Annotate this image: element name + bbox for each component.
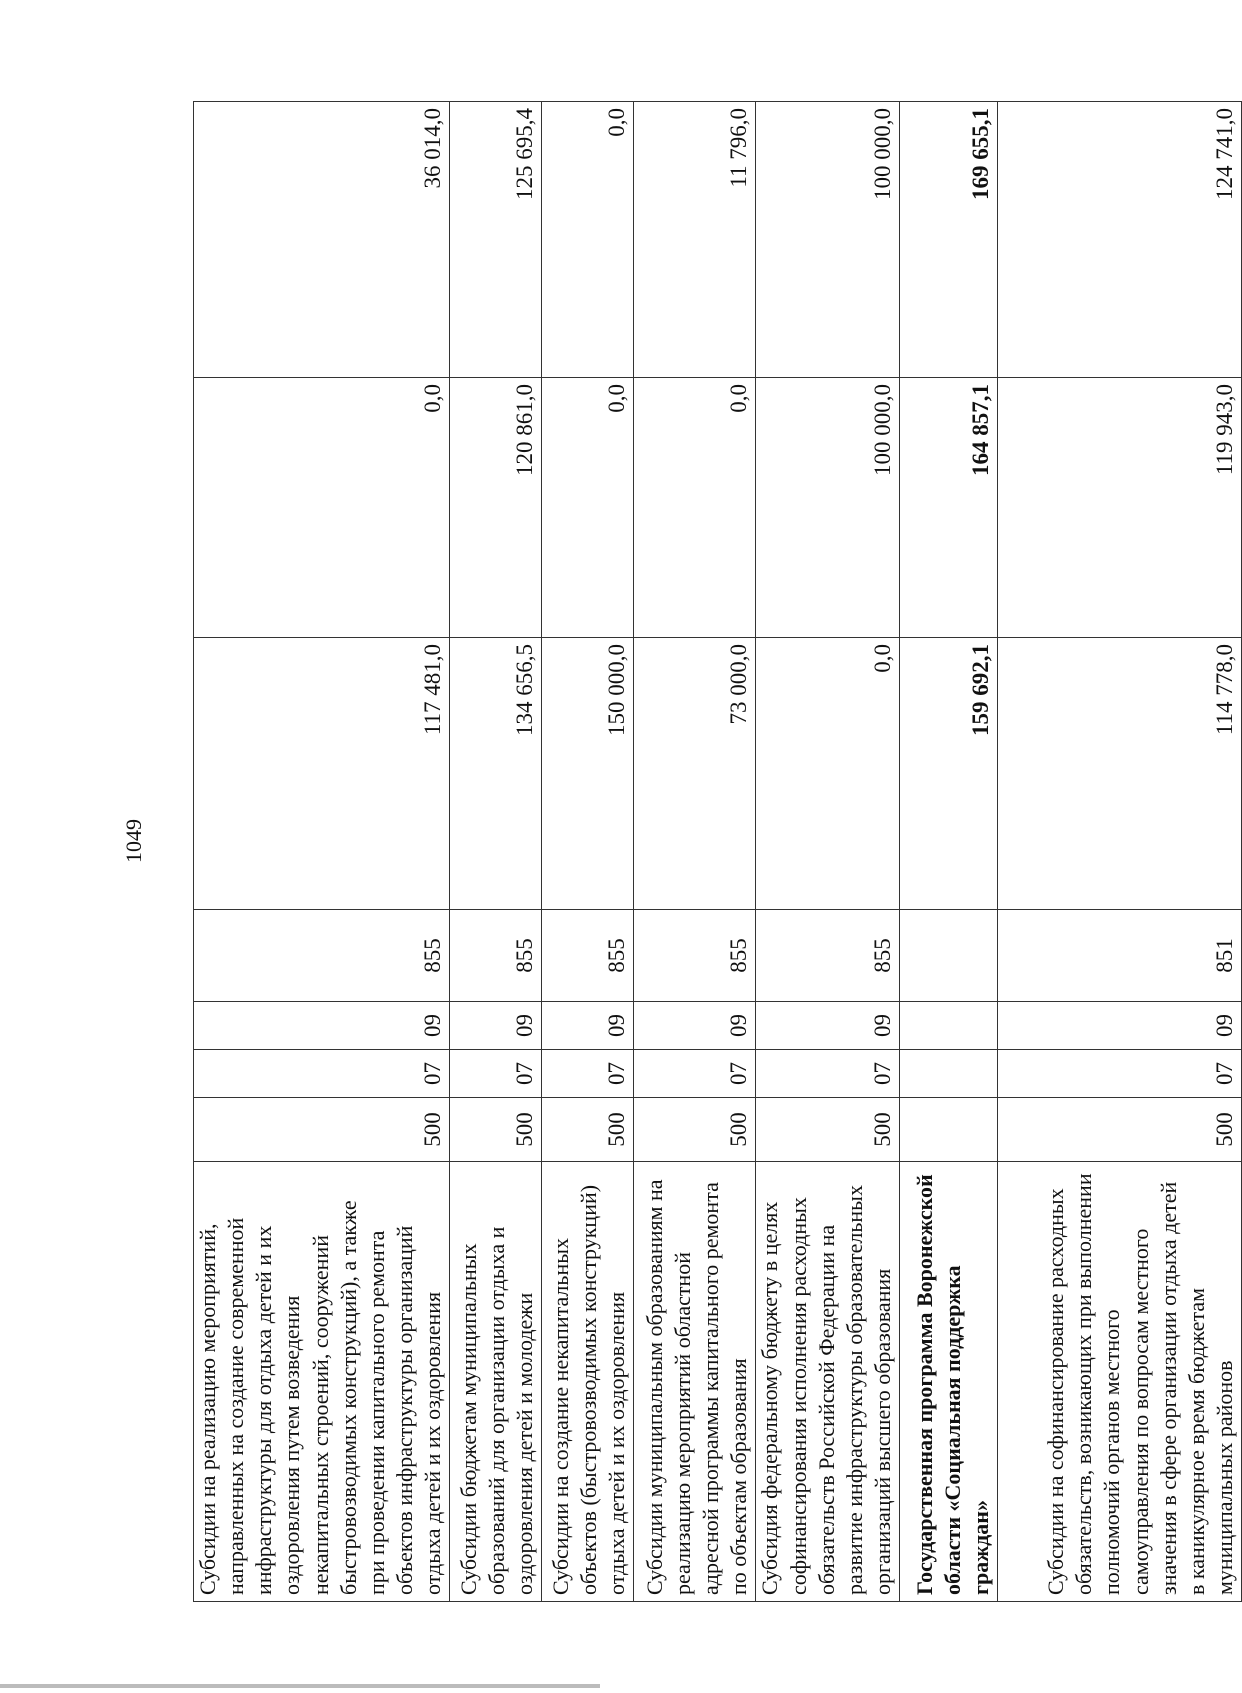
table-row (450, 102, 542, 1602)
value-cell-3: 100 000,0 (756, 102, 900, 378)
value-cell-2: 164 857,1 (900, 378, 998, 638)
value-cell-3: 11 796,0 (634, 102, 756, 378)
value-cell-2: 0,0 (542, 378, 634, 638)
code-cell-1: 500 (194, 1098, 450, 1162)
value-cell-3: 169 655,1 (900, 102, 998, 378)
value-cell-1: 114 778,0 (998, 638, 1242, 910)
code-cell-3: 09 (194, 1002, 450, 1050)
value-cell-1: 117 481,0 (194, 638, 450, 910)
code-cell-3: 09 (634, 1002, 756, 1050)
code-cell-1: 500 (542, 1098, 634, 1162)
code-cell-4: 855 (194, 910, 450, 1002)
code-cell-4: 855 (756, 910, 900, 1002)
code-cell-2: 07 (542, 1050, 634, 1098)
value-cell-2: 119 943,0 (998, 378, 1242, 638)
value-cell-2: 0,0 (194, 378, 450, 638)
code-cell-1 (900, 1098, 998, 1162)
code-cell-2: 07 (998, 1050, 1242, 1098)
row-name-cell: Субсидии муниципальным образованиям на реализацию мероприятий областной адресной программы капитального ремонта по объектам образования (634, 1162, 756, 1602)
code-cell-2: 07 (634, 1050, 756, 1098)
table-row (900, 102, 998, 1602)
page-number: 1049 (121, 819, 146, 863)
row-name-cell: Государственная программа Воронежской области «Социальная поддержка граждан» (900, 1162, 998, 1602)
code-cell-3: 09 (998, 1002, 1242, 1050)
code-cell-3: 09 (542, 1002, 634, 1050)
row-name-cell: Субсидии на реализацию мероприятий, направленных на создание современной инфраструктуры для отдыха детей и их оздоровления путем возведения некапитальных строений, сооружений быстровозводимых конструкций), а также при проведении капитального ремонта объектов инфраструктуры организаций отдыха детей и их оздоровления (194, 1162, 450, 1602)
value-cell-3: 36 014,0 (194, 102, 450, 378)
code-cell-2: 07 (450, 1050, 542, 1098)
table-body (194, 102, 1242, 1602)
code-cell-2: 07 (194, 1050, 450, 1098)
code-cell-1: 500 (450, 1098, 542, 1162)
value-cell-3: 125 695,4 (450, 102, 542, 378)
table-row (194, 102, 450, 1602)
value-cell-2: 100 000,0 (756, 378, 900, 638)
code-cell-4: 851 (998, 910, 1242, 1002)
row-name-cell: Субсидии на создание некапитальных объектов (быстровозводимых конструкций) отдыха детей и их оздоровления (542, 1162, 634, 1602)
row-name-cell: Субсидии на софинансирование расходных обязательств, возникающих при выполнении полномочий органов местного самоуправления по вопросам местного значения в сфере организации отдыха детей в каникулярное время бюджетам муниципальных районов (998, 1162, 1242, 1602)
table-row (998, 102, 1242, 1602)
table-row (634, 102, 756, 1602)
code-cell-3: 09 (450, 1002, 542, 1050)
value-cell-1: 0,0 (756, 638, 900, 910)
table-row (756, 102, 900, 1602)
value-cell-1: 159 692,1 (900, 638, 998, 910)
value-cell-3: 124 741,0 (998, 102, 1242, 378)
code-cell-4 (900, 910, 998, 1002)
code-cell-3 (900, 1002, 998, 1050)
code-cell-2: 07 (756, 1050, 900, 1098)
table-row (542, 102, 634, 1602)
row-name-cell: Субсидии бюджетам муниципальных образований для организации отдыха и оздоровления детей и молодежи (450, 1162, 542, 1602)
code-cell-1: 500 (998, 1098, 1242, 1162)
code-cell-3: 09 (756, 1002, 900, 1050)
row-name-cell: Субсидия федеральному бюджету в целях софинансирования исполнения расходных обязательств Российской Федерации на развитие инфраструктуры образовательных организаций высшего образования (756, 1162, 900, 1602)
code-cell-4: 855 (542, 910, 634, 1002)
rotated-table-container (193, 102, 1238, 1602)
code-cell-4: 855 (450, 910, 542, 1002)
value-cell-1: 73 000,0 (634, 638, 756, 910)
value-cell-2: 0,0 (634, 378, 756, 638)
value-cell-2: 120 861,0 (450, 378, 542, 638)
code-cell-1: 500 (756, 1098, 900, 1162)
value-cell-3: 0,0 (542, 102, 634, 378)
value-cell-1: 134 656,5 (450, 638, 542, 910)
scan-edge-line (0, 1684, 600, 1688)
code-cell-4: 855 (634, 910, 756, 1002)
code-cell-2 (900, 1050, 998, 1098)
budget-table (193, 101, 1242, 1602)
code-cell-1: 500 (634, 1098, 756, 1162)
value-cell-1: 150 000,0 (542, 638, 634, 910)
